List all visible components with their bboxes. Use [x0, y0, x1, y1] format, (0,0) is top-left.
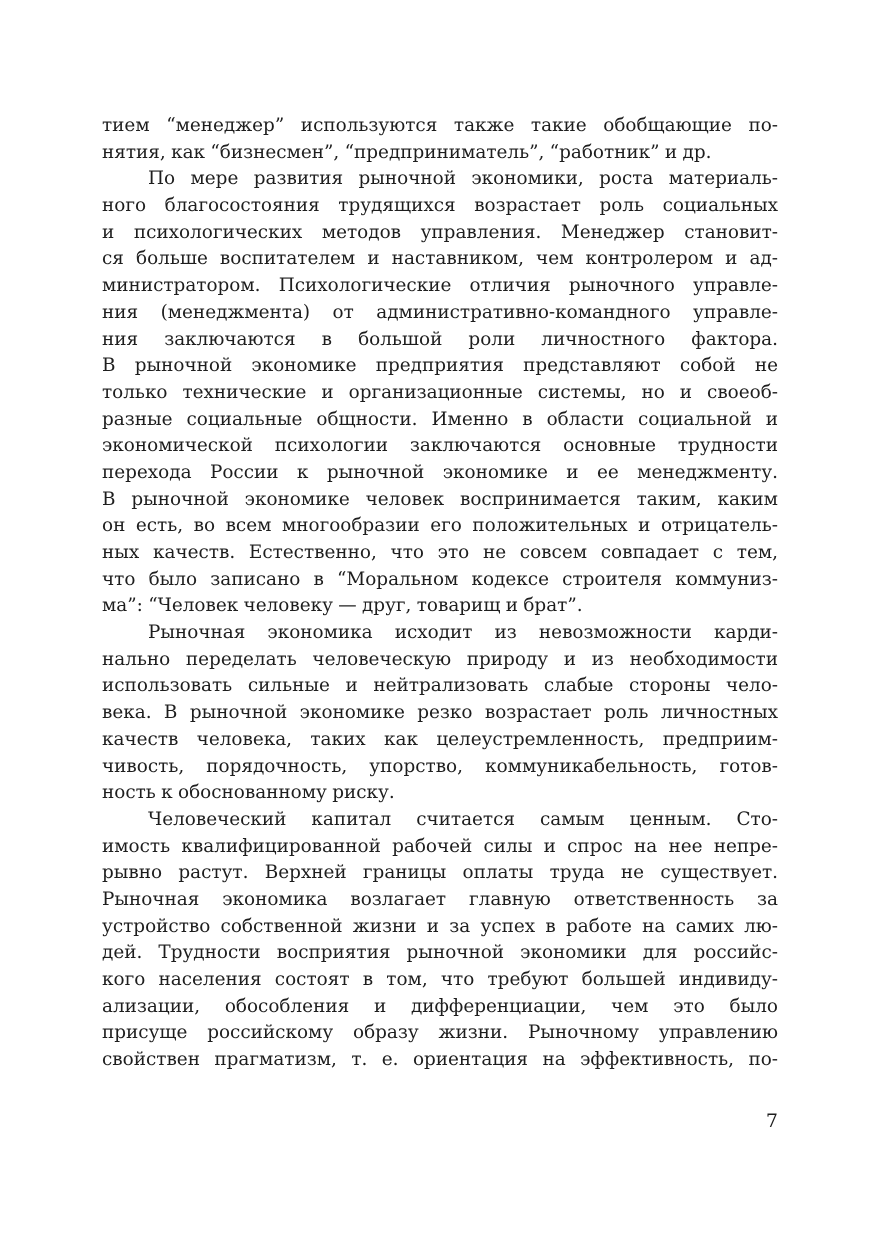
text-line: ность к обоснованному риску.: [102, 782, 395, 804]
text-line: экономической психологии заключаются основные трудности: [102, 435, 778, 457]
text-line: свойствен прагматизм, т. е. ориентация на эффективность, по-: [102, 1049, 778, 1071]
text-line: он есть, во всем многообразии его положительных и отрицатель-: [102, 515, 778, 537]
text-line: нятия, как “бизнесмен”, “предприниматель”, “работник” и др.: [102, 141, 712, 163]
text-line: В рыночной экономике человек воспринимается таким, каким: [102, 488, 778, 510]
text-line: использовать сильные и нейтрализовать слабые стороны чело-: [102, 675, 778, 697]
text-line: ма”: “Человек человеку — друг, товарищ и брат”.: [102, 595, 583, 617]
text-line: Рыночная экономика исходит из невозможности карди-: [148, 622, 778, 644]
text-line: Рыночная экономика возлагает главную ответственность за: [102, 888, 778, 910]
text-line: ния (менеджмента) от административно-командного управле-: [102, 301, 778, 323]
text-line: что было записано в “Моральном кодексе строителя коммуниз-: [102, 568, 778, 590]
text-line: Человеческий капитал считается самым ценным. Сто-: [148, 808, 778, 830]
text-line: ных качеств. Естественно, что это не совсем совпадает с тем,: [102, 542, 778, 563]
text-line: разные социальные общности. Именно в области социальной и: [102, 408, 778, 430]
text-line: тием “менеджер” используются также такие обобщающие по-: [102, 115, 778, 136]
text-line: нально переделать человеческую природу и из необходимости: [102, 648, 778, 670]
text-line: министратором. Психологические отличия рыночного управле-: [102, 275, 778, 297]
text-line: чивость, порядочность, упорство, коммуникабельность, готов-: [102, 755, 778, 777]
text-line: ся больше воспитателем и наставником, чем контролером и ад-: [102, 248, 778, 270]
text-line: только технические и организационные системы, но и своеоб-: [102, 381, 778, 403]
text-line: имость квалифицированной рабочей силы и спрос на нее непре-: [102, 835, 778, 857]
text-line: века. В рыночной экономике резко возрастает роль личностных: [102, 702, 778, 724]
text-line: устройство собственной жизни и за успех в работе на самих лю-: [102, 915, 778, 937]
page-number: 7: [765, 1110, 778, 1132]
text-line: ния заключаются в большой роли личностного фактора.: [102, 328, 778, 350]
page-body: [102, 113, 778, 1074]
text-line: дей. Трудности восприятия рыночной экономики для российс-: [102, 942, 778, 964]
text-line: и психологических методов управления. Менеджер становит-: [102, 221, 778, 243]
text-line: присуще российскому образу жизни. Рыночному управлению: [102, 1022, 778, 1044]
text-line: кого населения состоят в том, что требуют большей индивиду-: [102, 969, 778, 990]
text-line: перехода России к рыночной экономике и ее менеджменту.: [102, 461, 778, 483]
text-line: ного благосостояния трудящихся возрастает роль социальных: [102, 195, 778, 217]
text-line: По мере развития рыночной экономики, роста материаль-: [148, 168, 778, 190]
text-line: В рыночной экономике предприятия представляют собой не: [102, 355, 778, 377]
text-line: качеств человека, таких как целеустремленность, предприим-: [102, 728, 778, 750]
text-line: рывно растут. Верхней границы оплаты труда не существует.: [102, 862, 778, 884]
text-line: ализации, обособления и дифференциации, чем это было: [102, 995, 778, 1017]
